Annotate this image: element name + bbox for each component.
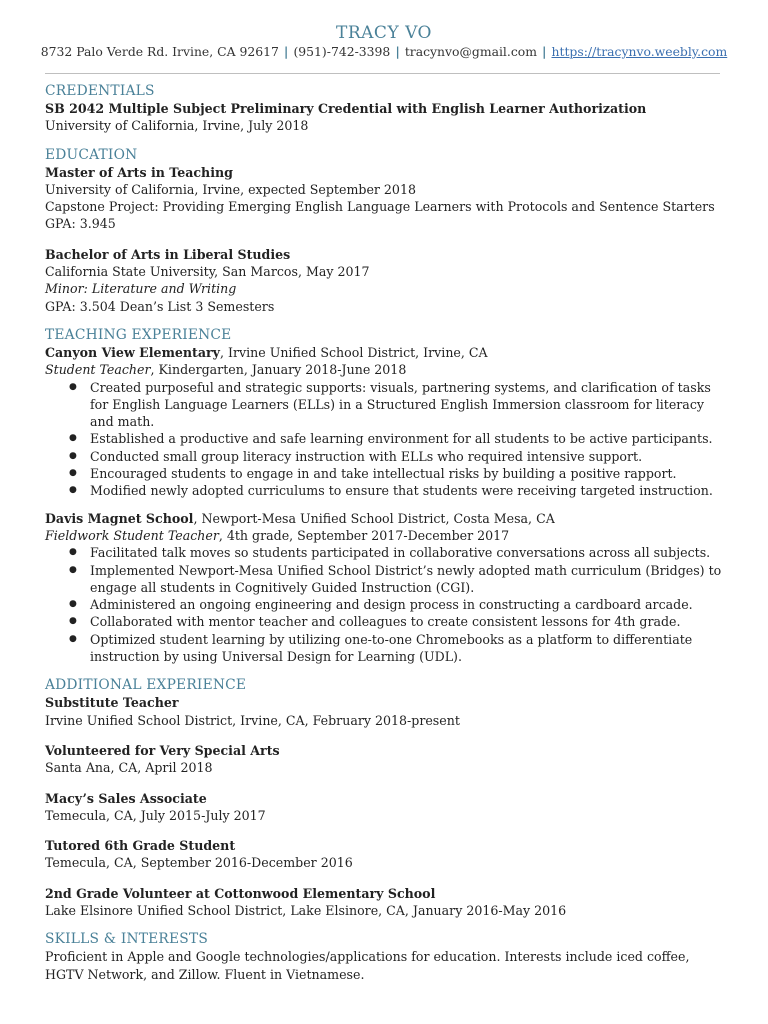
resume-name: TRACY VO <box>336 23 432 43</box>
additional-section <box>45 676 725 919</box>
job-heading <box>45 344 725 361</box>
credential-name: SB 2042 Multiple Subject Preliminary Credential with English Learner Authorization <box>45 101 647 116</box>
section-title-teaching: TEACHING EXPERIENCE <box>45 326 232 343</box>
bullet-item: ● Established a productive and safe learning environment for all students to be active participants. <box>90 430 725 447</box>
experience-detail: Temecula, CA, September 2016-December 2016 <box>45 855 353 871</box>
bullet-item: ● Collaborated with mentor teacher and colleagues to create consistent lessons for 4th grade. <box>90 613 725 630</box>
bullet-item: ● Administered an ongoing engineering and design process in constructing a cardboard arcade. <box>90 596 725 613</box>
job-role-line <box>45 527 725 544</box>
experience-detail: Irvine Unified School District, Irvine, CA, February 2018-present <box>45 712 460 728</box>
section-title-additional: ADDITIONAL EXPERIENCE <box>45 677 247 694</box>
job-heading <box>45 510 725 527</box>
job-role-line <box>45 361 725 378</box>
experience-detail: Temecula, CA, July 2015-July 2017 <box>45 807 266 823</box>
job-location: , Irvine Unified School District, Irvine, CA <box>220 344 488 360</box>
degree-school: California State University, San Marcos, May 2017 <box>45 264 370 280</box>
credential-detail: University of California, Irvine, July 2018 <box>45 118 309 134</box>
job-bullets <box>45 379 725 500</box>
bullet-item: ● Conducted small group literacy instruction with ELLs who required intensive support. <box>90 448 725 465</box>
experience-detail: Santa Ana, CA, April 2018 <box>45 760 213 776</box>
job-role: Student Teacher <box>45 362 151 378</box>
bullet-item: ● Optimized student learning by utilizing one-to-one Chromebooks as a platform to differentiate instruction by using Universal Design for Learning (UDL). <box>90 631 725 666</box>
degree-school: University of California, Irvine, expected September 2018 <box>45 181 416 197</box>
skills-section <box>45 930 725 983</box>
bullet-item: ● Implemented Newport-Mesa Unified School District’s newly adopted math curriculum (Bridges) to engage all students in Cognitively Guided Instruction (CGI). <box>90 562 725 597</box>
credentials-section <box>45 82 725 135</box>
job-location: , Newport-Mesa Unified School District, Costa Mesa, CA <box>193 510 555 526</box>
experience-role: Macy’s Sales Associate <box>45 790 207 806</box>
phone-text: (951)-742-3398 <box>293 44 391 59</box>
separator: | <box>395 44 400 59</box>
experience-role: 2nd Grade Volunteer at Cottonwood Elementary School <box>45 885 436 901</box>
job-org: Canyon View Elementary <box>45 344 220 360</box>
job-role: Fieldwork Student Teacher <box>45 527 219 543</box>
job-bullets <box>45 544 725 665</box>
experience-role: Substitute Teacher <box>45 695 179 711</box>
job-role-detail: , Kindergarten, January 2018-June 2018 <box>150 362 407 378</box>
skills-text: Proficient in Apple and Google technologies/applications for education. Interests include iced coffee, HGTV Network, and Zillow. Fluent in Vietnamese. <box>45 949 690 982</box>
degree-capstone: Capstone Project: Providing Emerging English Language Learners with Protocols and Sentence Starters <box>45 199 715 215</box>
separator: | <box>283 44 289 59</box>
website-link[interactable]: https://tracynvo.weebly.com <box>551 44 728 59</box>
degree-title: Bachelor of Arts in Liberal Studies <box>45 246 291 262</box>
job-role-detail: , 4th grade, September 2017-December 2017 <box>218 527 510 543</box>
bullet-item: ● Modified newly adopted curriculums to ensure that students were receiving targeted instruction. <box>90 482 725 499</box>
contact-line <box>0 44 768 59</box>
degree-gpa: GPA: 3.945 <box>45 216 116 232</box>
degree-title: Master of Arts in Teaching <box>45 164 233 180</box>
bullet-item: ● Facilitated talk moves so students participated in collaborative conversations across all subjects. <box>90 544 725 561</box>
bullet-item: ● Encouraged students to engage in and take intellectual risks by building a positive rapport. <box>90 465 725 482</box>
separator: | <box>541 44 547 59</box>
section-title-skills: SKILLS & INTERESTS <box>45 931 208 948</box>
section-title-credentials: CREDENTIALS <box>45 83 155 99</box>
email-text: tracynvo@gmail.com <box>404 44 537 59</box>
experience-detail: Lake Elsinore Unified School District, Lake Elsinore, CA, January 2016-May 2016 <box>45 902 567 918</box>
teaching-section <box>45 326 725 665</box>
job-org: Davis Magnet School <box>45 510 194 526</box>
education-section <box>45 146 725 315</box>
resume-body <box>45 80 725 983</box>
experience-role: Volunteered for Very Special Arts <box>45 742 280 758</box>
section-title-education: EDUCATION <box>45 146 138 163</box>
degree-minor: Minor: Literature and Writing <box>45 281 237 297</box>
degree-gpa: GPA: 3.504 Dean’s List 3 Semesters <box>45 298 275 314</box>
header-divider <box>45 73 720 74</box>
address-text: 8732 Palo Verde Rd. Irvine, CA 92617 <box>40 44 279 59</box>
bullet-item: ● Created purposeful and strategic supports: visuals, partnering systems, and clarification of tasks for English Language Learners (ELLs) in a Structured English Immersion classroom for literacy and math. <box>90 379 725 431</box>
experience-role: Tutored 6th Grade Student <box>45 838 236 854</box>
